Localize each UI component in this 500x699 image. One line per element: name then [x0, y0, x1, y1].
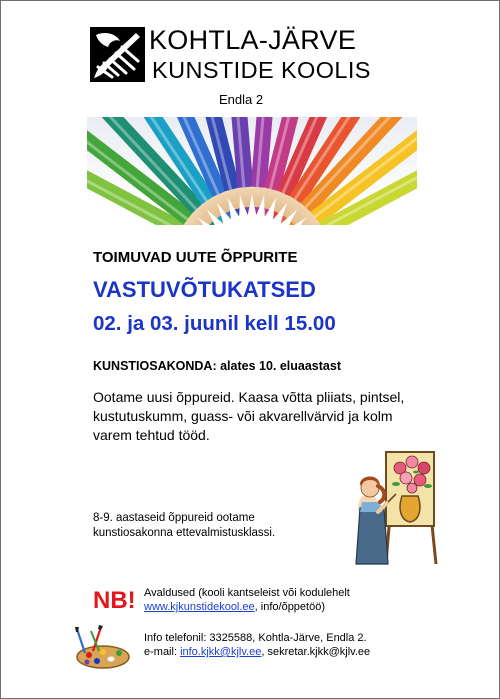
department-age-info: KUNSTIOSAKONDA: alates 10. eluaastast	[93, 359, 341, 373]
announcement-title: VASTUVÕTUKATSED	[93, 277, 316, 302]
girl-painting-easel-illustration	[346, 446, 444, 566]
nb-notice: NB!	[93, 587, 136, 614]
applications-line1: Avaldused (kooli kantseleist või kodulehelt	[144, 587, 350, 599]
email-prefix: e-mail:	[144, 646, 181, 658]
announcement-heading: TOIMUVAD UUTE ÕPPURITE	[93, 249, 298, 266]
paint-palette-brushes-icon	[71, 625, 133, 669]
school-name-line1: KOHTLA-JÄRVE	[149, 25, 357, 55]
website-link[interactable]: www.kjkunstidekool.ee	[144, 601, 255, 613]
brush-palette-logo-icon	[90, 27, 145, 82]
email-separator: ,	[261, 646, 268, 658]
contact-phone-line: Info telefonil: 3325588, Kohtla-Järve, Endla 2.	[144, 632, 367, 644]
applications-line2	[144, 601, 325, 613]
colored-pencils-fan-image	[87, 117, 417, 225]
email-link-secretary[interactable]: sekretar.kjkk@kjlv.ee	[267, 646, 371, 658]
school-name-line2: KUNSTIDE KOOLIS	[152, 57, 371, 83]
applications-line2-suffix: , info/õppetöö)	[254, 601, 326, 613]
contact-email-line	[144, 646, 370, 658]
announcement-date: 02. ja 03. juunil kell 15.00	[93, 312, 336, 335]
email-link-info[interactable]: info.kjkk@kjlv.ee	[180, 646, 262, 658]
prep-class-paragraph: 8-9. aastaseid õppureid ootame kunstiosakonna ettevalmistusklassi.	[93, 512, 276, 539]
intro-paragraph: Ootame uusi õppureid. Kaasa võtta pliiats, pintsel, kustutuskumm, guass- või akvarellvärvid ja kolm varem tehtud tööd.	[93, 389, 405, 443]
school-address: Endla 2	[219, 92, 264, 107]
